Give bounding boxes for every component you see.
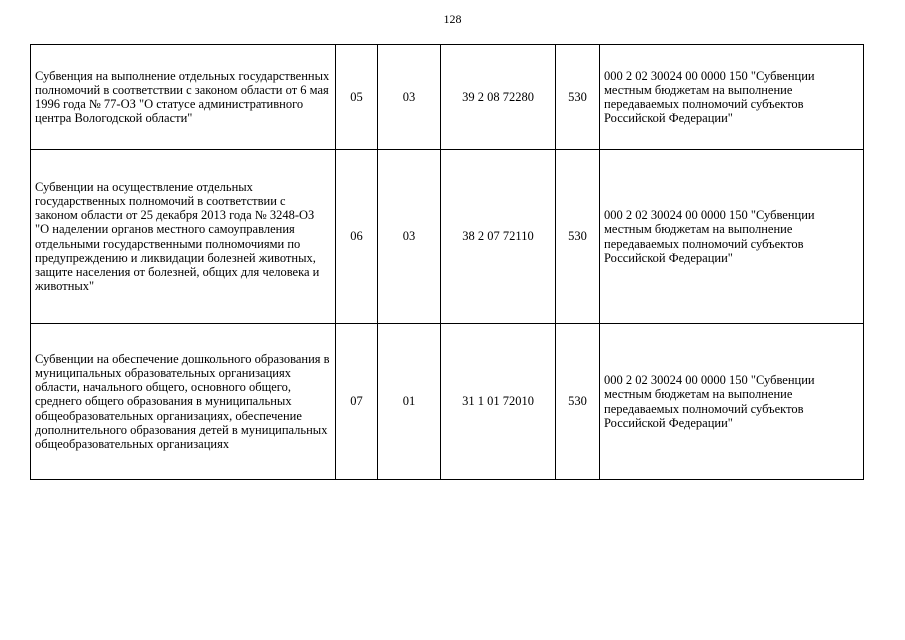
row-target-article: 31 1 01 72010	[462, 394, 534, 409]
row-target-article-cell	[441, 150, 556, 324]
row-target-article-cell	[441, 45, 556, 150]
row-section-cell	[336, 45, 378, 150]
row-expense-type-cell	[556, 324, 600, 480]
table-row	[31, 45, 864, 150]
row-expense-type-cell	[556, 150, 600, 324]
row-name: Субвенции на осуществление отдельных государственных полномочий в соответствии с законом области от 25 декабря 2013 года № 3248-ОЗ "О наделении органов местного самоуправления отдельными государственными полномочиями по предупреждению и ликвидации болезней животных, защите населения от болезней, общих для человека и животных"	[35, 180, 320, 293]
page-number: 128	[443, 12, 462, 26]
table-row	[31, 150, 864, 324]
row-revenue-source: 000 2 02 30024 00 0000 150 "Субвенции местным бюджетам на выполнение передаваемых полномочий субъектов Российской Федерации"	[604, 373, 815, 430]
row-subsection: 01	[402, 394, 416, 409]
row-name: Субвенции на обеспечение дошкольного образования в муниципальных образовательных организациях области, начального общего, основного общего, среднего общего образования в муниципальных общеобразовательных организациях, обеспечение дополнительного образования детей в муниципальных общеобразовательных организациях	[35, 352, 330, 451]
row-expense-type: 530	[568, 89, 587, 104]
row-name: Субвенция на выполнение отдельных государственных полномочий в соответствии с законом области от 6 мая 1996 года № 77-ОЗ "О статусе административного центра Вологодской области"	[35, 68, 330, 126]
row-target-article-cell	[441, 324, 556, 480]
row-section: 05	[350, 89, 363, 104]
row-expense-type-cell	[556, 45, 600, 150]
row-revenue-source-cell	[600, 324, 864, 480]
row-target-article: 38 2 07 72110	[462, 229, 534, 244]
row-expense-type: 530	[568, 229, 587, 244]
row-subsection: 03	[402, 89, 416, 104]
row-revenue-source-cell	[600, 45, 864, 150]
row-revenue-source: 000 2 02 30024 00 0000 150 "Субвенции местным бюджетам на выполнение передаваемых полномочий субъектов Российской Федерации"	[604, 68, 815, 126]
row-name-cell	[31, 45, 336, 150]
table-row	[31, 324, 864, 480]
row-section: 06	[350, 229, 363, 244]
row-subsection-cell	[378, 45, 441, 150]
row-expense-type: 530	[568, 394, 587, 409]
row-target-article: 39 2 08 72280	[462, 89, 534, 104]
row-subsection-cell	[378, 150, 441, 324]
row-name-cell	[31, 324, 336, 480]
row-revenue-source-cell	[600, 150, 864, 324]
row-name-cell	[31, 150, 336, 324]
subvention-table	[30, 44, 864, 480]
row-revenue-source: 000 2 02 30024 00 0000 150 "Субвенции местным бюджетам на выполнение передаваемых полномочий субъектов Российской Федерации"	[604, 208, 815, 265]
row-section-cell	[336, 150, 378, 324]
row-subsection: 03	[402, 229, 416, 244]
row-section: 07	[350, 394, 363, 409]
row-section-cell	[336, 324, 378, 480]
row-subsection-cell	[378, 324, 441, 480]
